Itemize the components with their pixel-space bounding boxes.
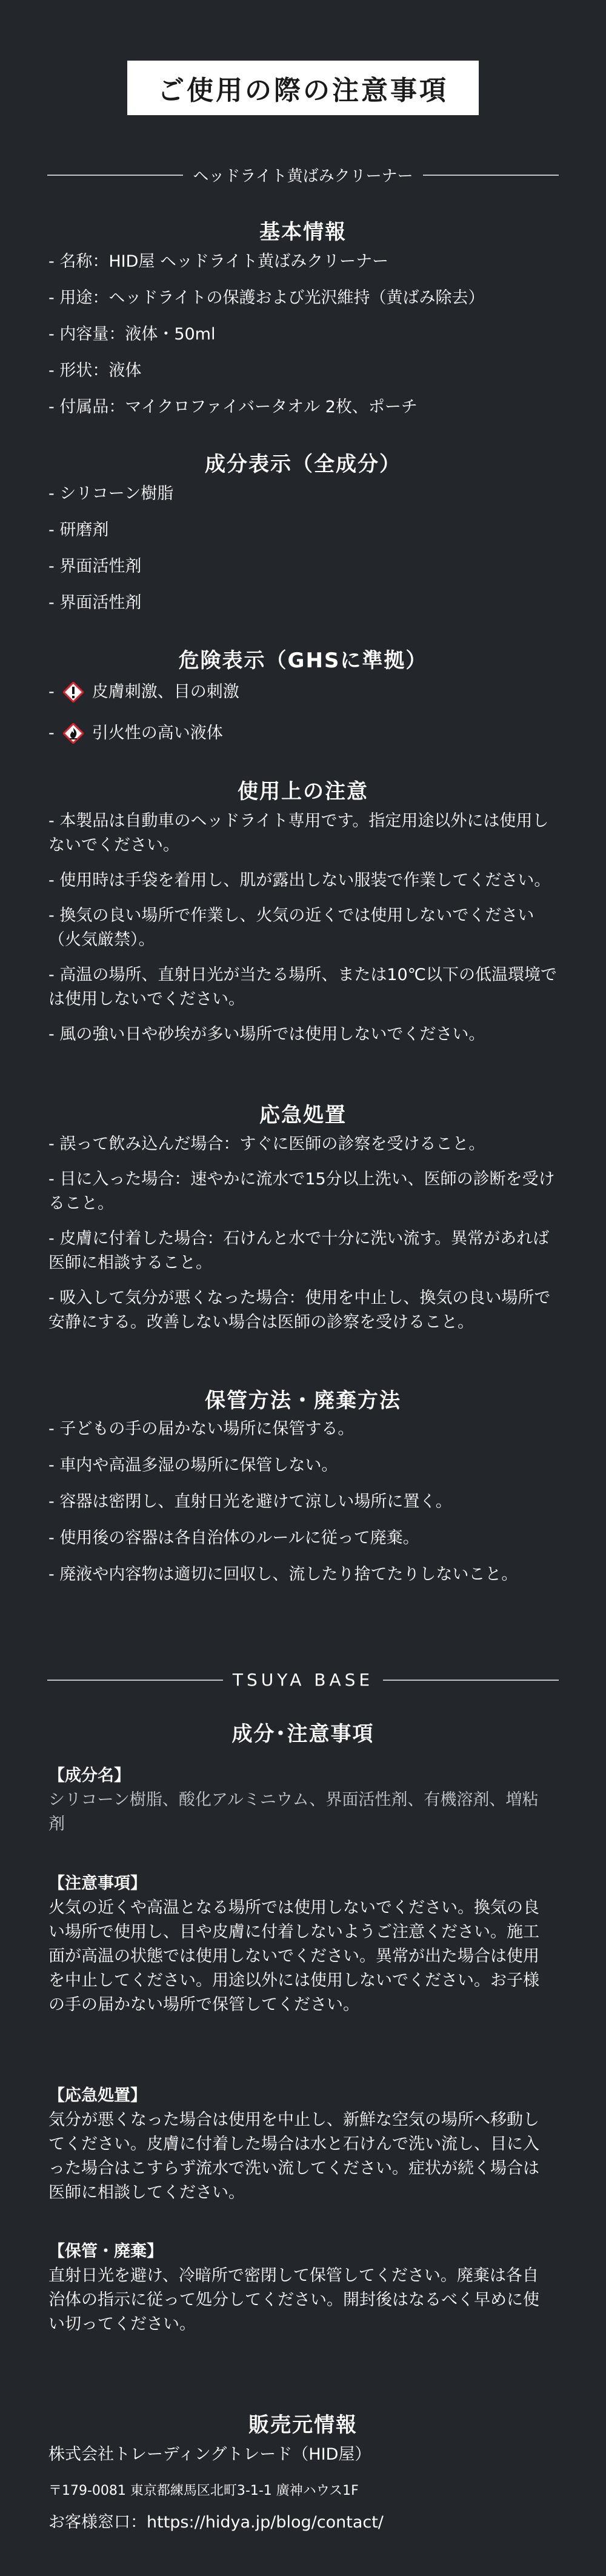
seller-company: 株式会社トレーディングトレード（HID屋）: [48, 2445, 371, 2464]
list-item: - 界面活性剤: [48, 593, 142, 612]
bullet-dash: -: [48, 682, 55, 701]
list-item: - 風の強い日や砂埃が多い場所では使用しないでください。: [48, 1025, 485, 1044]
list-item: - 目に入った場合：速やかに流水で15分以上洗い、医師の診断を受けること。: [48, 1170, 555, 1213]
product-divider: [47, 164, 559, 186]
list-item: - 形状：液体: [48, 361, 142, 380]
divider-line: [423, 175, 559, 176]
usage-list: [48, 809, 564, 1058]
divider-line: [383, 1680, 559, 1681]
seller-heading: 販売元情報: [248, 2413, 358, 2437]
list-item: - 内容量：液体・50ml: [48, 325, 216, 344]
precautions-block: [48, 1872, 551, 2017]
ghs-flame-icon: [63, 723, 84, 744]
ingredient-names-block: [48, 1764, 551, 1837]
brand-divider: [47, 1670, 559, 1690]
ingredients-heading: 成分表示（全成分）: [205, 452, 401, 476]
storage-list: [48, 1417, 564, 1599]
basic-info-list: [48, 250, 564, 432]
list-item: - シリコーン樹脂: [48, 484, 174, 503]
basic-info-heading: 基本情報: [259, 220, 347, 244]
block-heading: 【注意事項】: [48, 1874, 147, 1893]
block-body: 直射日光を避け、冷暗所で密閉して保管してください。廃棄は各自治体の指示に従って処分してください。開封後はなるべく早めに使い切ってください。: [48, 2266, 539, 2334]
list-item: - 車内や高温多湿の場所に保管しない。: [48, 1456, 338, 1475]
list-item: - 名称：HID屋 ヘッドライト黄ばみクリーナー: [48, 252, 389, 271]
block-heading: 【応急処置】: [48, 2086, 147, 2105]
usage-heading: 使用上の注意: [238, 779, 368, 804]
list-item: - 使用後の容器は各自治体のルールに従って廃棄。: [48, 1529, 419, 1547]
list-item: - 廃液や内容物は適切に回収し、流したり捨てたりしないこと。: [48, 1565, 518, 1584]
emergency-heading: 応急処置: [259, 1103, 347, 1127]
hazard-text: 皮膚刺激、目の刺激: [92, 682, 239, 701]
first-aid-block: [48, 2084, 551, 2205]
product-name: ヘッドライト黄ばみクリーナー: [193, 167, 413, 185]
list-item: - 換気の良い場所で作業し、火気の近くでは使用しないでください（火気厳禁）。: [48, 906, 534, 949]
list-item: - 容器は密閉し、直射日光を避けて涼しい場所に置く。: [48, 1492, 452, 1511]
list-item: - 研磨剤: [48, 521, 109, 539]
divider-line: [47, 1680, 223, 1681]
brand-name: TSUYA BASE: [232, 1670, 374, 1690]
block-heading: 【保管・廃棄】: [48, 2242, 163, 2261]
block-heading: 【成分名】: [48, 1766, 130, 1785]
hazard-item: [48, 680, 564, 704]
divider-line: [47, 175, 183, 176]
list-item: - 付属品：マイクロファイバータオル 2枚、ポーチ: [48, 398, 418, 416]
page-title: ご使用の際の注意事項: [127, 61, 479, 115]
hazard-heading: 危険表示（GHSに準拠）: [178, 649, 428, 673]
summary-heading: 成分･注意事項: [231, 1722, 375, 1746]
list-item: - 高温の場所、直射日光が当たる場所、または10℃以下の低温環境では使用しないでください。: [48, 966, 558, 1009]
list-item: - 皮膚に付着した場合：石けんと水で十分に洗い流す。異常があれば医師に相談すること。: [48, 1229, 550, 1272]
list-item: - 用途：ヘッドライトの保護および光沢維持（黄ばみ除去）: [48, 289, 485, 307]
block-body: シリコーン樹脂、酸化アルミニウム、界面活性剤、有機溶剤、増粘剤: [48, 1790, 539, 1834]
block-body: 火気の近くや高温となる場所では使用しないでください。換気の良い場所で使用し、目や皮膚に付着しないようご注意ください。施工面が高温の状態では使用しないでください。異常が出た場合は使用を中止してください。用途以外には使用しないでください。お子様の手の届かない場所で保管してください。: [48, 1898, 539, 2014]
block-body: 気分が悪くなった場合は使用を中止し、新鮮な空気の場所へ移動してください。皮膚に付着した場合は水と石けんで洗い流し、目に入った場合はこすらず流水で洗い流してください。症状が続く場合は医師に相談してください。: [48, 2111, 539, 2202]
seller-address: 〒179-0081 東京都練馬区北町3-1-1 廣神ハウス1F: [48, 2483, 359, 2498]
list-item: - 子どもの手の届かない場所に保管する。: [48, 1420, 355, 1438]
storage-heading: 保管方法・廃棄方法: [205, 1389, 401, 1413]
ingredients-list: [48, 482, 564, 627]
hazard-text: 引火性の高い液体: [92, 724, 223, 742]
hazard-list: [48, 680, 564, 762]
list-item: - 界面活性剤: [48, 557, 142, 576]
emergency-list: [48, 1132, 564, 1346]
list-item: - 誤って飲み込んだ場合：すぐに医師の診察を受けること。: [48, 1135, 485, 1153]
storage-disposal-block: [48, 2240, 551, 2337]
list-item: - 使用時は手袋を着用し、肌が露出しない服装で作業してください。: [48, 871, 551, 890]
list-item: - 吸入して気分が悪くなった場合：使用を中止し、換気の良い場所で安静にする。改善しない場合は医師の診察を受けること。: [48, 1289, 551, 1332]
bullet-dash: -: [48, 724, 55, 742]
hazard-item: [48, 721, 564, 746]
ghs-exclamation-icon: [63, 682, 84, 702]
list-item: - 本製品は自動車のヘッドライト専用です。指定用途以外には使用しないでください。: [48, 812, 549, 855]
seller-contact: お客様窓口：https://hidya.jp/blog/contact/: [48, 2513, 384, 2532]
